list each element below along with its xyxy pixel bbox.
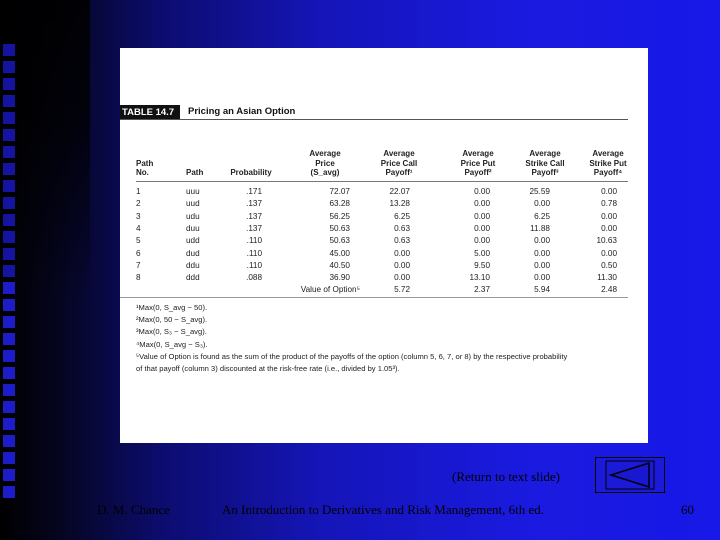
column-header-line: Strike Put <box>589 158 627 168</box>
table-cell: .110 <box>246 260 262 270</box>
table-cell: ddd <box>186 273 200 283</box>
table-cell: 6.25 <box>394 211 410 221</box>
column-header <box>298 149 352 178</box>
footer-book-title: An Introduction to Derivatives and Risk Management, 6th ed. <box>222 502 545 517</box>
table-cell: 50.63 <box>329 223 350 233</box>
table-cell: 0.63 <box>394 236 410 246</box>
footnote: ³Max(0, S₃ − S_avg). <box>136 327 207 337</box>
footer-author: D. M. Chance <box>97 502 170 517</box>
table-cell: dud <box>186 248 200 258</box>
table-cell: .110 <box>246 248 262 258</box>
header-rule <box>136 181 628 182</box>
table-cell: ddu <box>186 260 200 270</box>
table-cell: 0.00 <box>534 236 550 246</box>
table-cell: 0.00 <box>601 187 617 196</box>
table-cell: .137 <box>246 199 262 209</box>
column-header-line: Payoff² <box>464 168 492 178</box>
column-header-line: Average <box>462 149 494 159</box>
table-cell: 2 <box>136 199 141 209</box>
table-cell: 0.63 <box>394 223 410 233</box>
table-number: TABLE 14.7 <box>120 105 180 119</box>
table-cell: 6 <box>136 248 141 258</box>
column-header-line: Average <box>383 149 415 159</box>
footer-page-number: 60 <box>681 502 694 517</box>
return-link[interactable]: (Return to text slide) <box>452 469 560 484</box>
table-cell: 0.00 <box>394 248 410 258</box>
table-cell: 0.00 <box>474 236 490 246</box>
table-cell: uuu <box>186 187 200 196</box>
table-cell: 0.00 <box>394 273 410 283</box>
column-header-line: Path <box>136 158 154 168</box>
table-cell: 0.00 <box>474 223 490 233</box>
decorative-square <box>3 61 15 73</box>
column-header-line: No. <box>136 168 149 178</box>
decorative-square <box>3 112 15 124</box>
column-header-line: Price Put <box>460 158 496 168</box>
table-cell: 25.59 <box>529 187 550 196</box>
table-cell: 0.00 <box>534 199 550 209</box>
table-cell: duu <box>186 223 200 233</box>
table-cell: 9.50 <box>474 260 490 270</box>
table-cell: 13.28 <box>389 199 410 209</box>
decorative-square <box>3 146 15 158</box>
table-cell: udd <box>186 236 200 246</box>
table-cell: 36.90 <box>329 273 350 283</box>
table-cell: 22.07 <box>389 187 410 196</box>
decorative-square <box>3 197 15 209</box>
table-cell: 6.25 <box>534 211 550 221</box>
table-cell: 0.00 <box>601 223 617 233</box>
table-cell: uud <box>186 199 200 209</box>
column-header-line: Payoff³ <box>531 168 559 178</box>
table-cell: 13.10 <box>469 273 490 283</box>
table-cell: 45.00 <box>329 248 350 258</box>
table-cell: .171 <box>246 187 262 196</box>
table-cell: 40.50 <box>329 260 350 270</box>
table-cell: .137 <box>246 223 262 233</box>
table-cell: udu <box>186 211 200 221</box>
value-of-option-cell: 5.94 <box>534 285 550 295</box>
heading-rule <box>120 119 628 120</box>
decorative-square <box>3 333 15 345</box>
table-cell: 3 <box>136 211 141 221</box>
column-header <box>186 168 226 178</box>
table-cell: 0.50 <box>601 260 617 270</box>
table-cell: 0.00 <box>534 273 550 283</box>
table-cell: 0.00 <box>474 211 490 221</box>
column-header-line: Probability <box>230 168 272 178</box>
table-cell: 56.25 <box>329 211 350 221</box>
table-cell: 0.00 <box>474 187 490 196</box>
column-header-line: Payoff¹ <box>385 168 413 178</box>
column-header <box>136 159 176 178</box>
value-of-option-cell: 2.48 <box>601 285 617 295</box>
column-header-line: Payoff⁴ <box>593 168 623 178</box>
decorative-square <box>3 316 15 328</box>
value-of-option-cell: 5.72 <box>394 285 410 295</box>
footnote: ²Max(0, 50 − S_avg). <box>136 315 208 325</box>
decorative-square <box>3 282 15 294</box>
column-header-line: Price Call <box>380 158 418 168</box>
decorative-square <box>3 384 15 396</box>
column-header-line: Average <box>309 149 341 159</box>
table-cell: 0.00 <box>601 248 617 258</box>
table-bottom-rule <box>120 297 628 298</box>
column-header <box>580 149 636 178</box>
table-title: Pricing an Asian Option <box>188 106 296 117</box>
table-cell: 72.07 <box>329 187 350 196</box>
column-header-line: Average <box>592 149 624 159</box>
column-header <box>372 149 426 178</box>
decorative-square-column <box>0 0 20 495</box>
decorative-square <box>3 435 15 447</box>
table-cell: 5.00 <box>474 248 490 258</box>
table-cell: 50.63 <box>329 236 350 246</box>
table-cell: 8 <box>136 273 141 283</box>
decorative-square <box>3 367 15 379</box>
decorative-square <box>3 163 15 175</box>
column-header-line: Price <box>315 158 335 168</box>
column-header <box>450 149 506 178</box>
footnote: ⁵Value of Option is found as the sum of the product of the payoffs of the option (column 5, 6, 7, or 8) by the respective probability <box>136 351 568 361</box>
return-button[interactable] <box>595 457 665 493</box>
table-cell: 1 <box>136 187 141 196</box>
table-cell: 0.78 <box>601 199 617 209</box>
decorative-square <box>3 129 15 141</box>
decorative-square <box>3 401 15 413</box>
decorative-square <box>3 95 15 107</box>
table-heading <box>120 105 628 119</box>
decorative-square <box>3 265 15 277</box>
decorative-square <box>3 78 15 90</box>
table-cell: 10.63 <box>596 236 617 246</box>
decorative-square <box>3 299 15 311</box>
table-cell: 4 <box>136 223 141 233</box>
column-header-line: Average <box>529 149 561 159</box>
column-header-line: (S_avg) <box>310 168 340 178</box>
table-cell: 0.00 <box>534 260 550 270</box>
decorative-square <box>3 214 15 226</box>
table-cell: 0.00 <box>601 211 617 221</box>
table-cell: .088 <box>246 273 262 283</box>
decorative-square <box>3 248 15 260</box>
table-cell: 63.28 <box>329 199 350 209</box>
table-cell: 0.00 <box>534 248 550 258</box>
table-cell: 5 <box>136 236 141 246</box>
column-header-line: Path <box>186 168 204 178</box>
decorative-square <box>3 418 15 430</box>
decorative-square <box>3 180 15 192</box>
decorative-square <box>3 469 15 481</box>
column-header <box>226 168 276 178</box>
decorative-square <box>3 350 15 362</box>
table-cell: 0.00 <box>474 199 490 209</box>
table-cell: 0.00 <box>394 260 410 270</box>
table-cell: 11.88 <box>530 223 550 233</box>
table-cell: 7 <box>136 260 141 270</box>
decorative-square <box>3 231 15 243</box>
table-cell: .137 <box>246 211 262 221</box>
footnote: of that payoff (column 3) discounted at the risk-free rate (i.e., divided by 1.05³). <box>136 364 400 373</box>
decorative-square <box>3 44 15 56</box>
decorative-square <box>3 486 15 498</box>
value-of-option-cell: 2.37 <box>474 285 490 295</box>
column-header <box>512 149 578 178</box>
table-cell: .110 <box>246 236 262 246</box>
footnote: ¹Max(0, S_avg − 50). <box>136 303 208 312</box>
back-arrow-icon <box>596 458 666 494</box>
footnote: ⁴Max(0, S_avg − S₃). <box>136 339 208 349</box>
value-of-option-label: Value of Option⁵ <box>300 285 360 295</box>
decorative-square <box>3 452 15 464</box>
column-header-line: Strike Call <box>525 158 565 168</box>
table-cell: 11.30 <box>597 273 617 283</box>
